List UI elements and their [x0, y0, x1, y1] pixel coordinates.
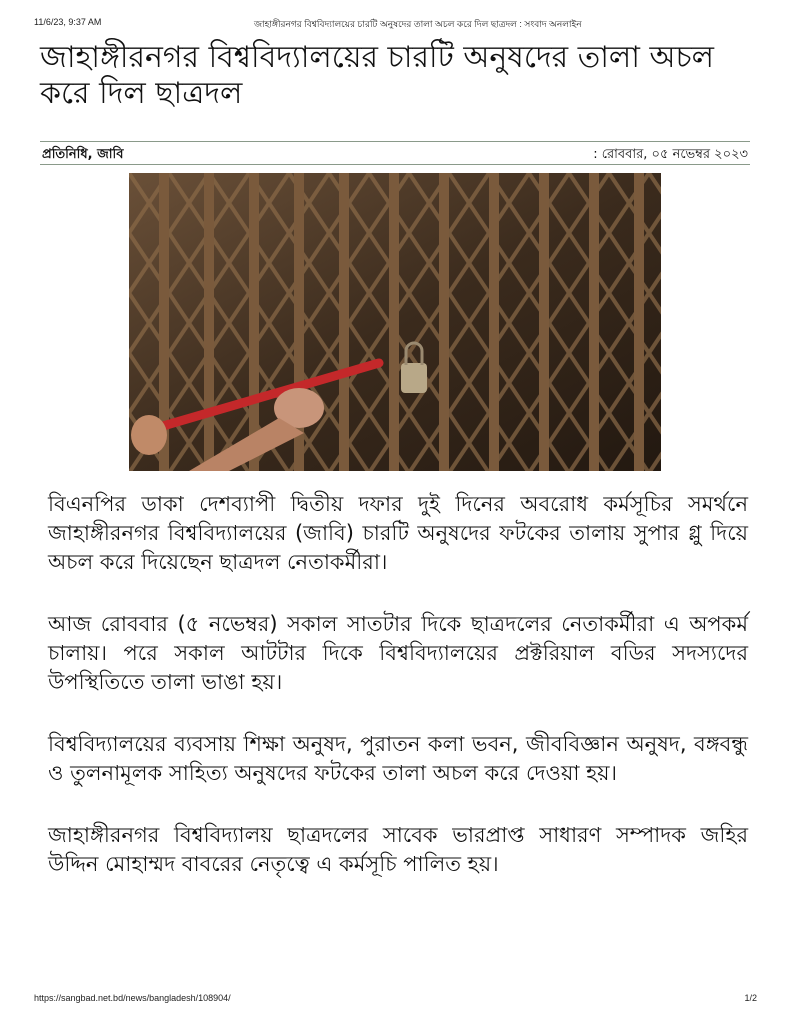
article-paragraph: বিশ্ববিদ্যালয়ের ব্যবসায় শিক্ষা অনুষদ, পুরাতন কলা ভবন, জীববিজ্ঞান অনুষদ, বঙ্গবন্ধু ও তুলনামূলক সাহিত্য অনুষদের ফটকের তালা অচল করে দেওয়া হয়।: [48, 732, 748, 785]
page-url: https://sangbad.net.bd/news/bangladesh/108904/: [34, 993, 231, 1003]
article-paragraph: জাহাঙ্গীরনগর বিশ্ববিদ্যালয় ছাত্রদলের সাবেক ভারপ্রাপ্ত সাধারণ সম্পাদক জহির উদ্দিন মোহাম্মদ বাবরের নেতৃত্বে এ কর্মসূচি পালিত হয়।: [48, 823, 748, 876]
page-number: 1/2: [744, 993, 757, 1003]
article-paragraph: বিএনপির ডাকা দেশব্যাপী দ্বিতীয় দফার দুই দিনের অবরোধ কর্মসূচির সমর্থনে জাহাঙ্গীরনগর বিশ্ববিদ্যালয়ের (জাবি) চারটি অনুষদের ফটকের তালায় সুপার গ্লু দিয়ে অচল করে দিয়েছেন ছাত্রদল নেতাকর্মীরা।: [48, 492, 748, 574]
article-photo: [129, 173, 661, 471]
article-paragraph: আজ রোববার (৫ নভেম্বর) সকাল সাতটার দিকে ছাত্রদলের নেতাকর্মীরা এ অপকর্ম চালায়। পরে সকাল আটটার দিকে বিশ্ববিদ্যালয়ের প্রক্টরিয়াল বডির সদস্যদের উপস্থিতিতে তালা ভাঙা হয়।: [48, 612, 748, 694]
print-page-title: জাহাঙ্গীরনগর বিশ্ববিদ্যালয়ের চারটি অনুষদের তালা অচল করে দিল ছাত্রদল : সংবাদ অনলাইন: [254, 19, 582, 29]
print-header: [34, 17, 757, 31]
gate-lock-photo: [129, 173, 661, 471]
article-headline: জাহাঙ্গীরনগর বিশ্ববিদ্যালয়ের চারটি অনুষদের তালা অচল করে দিল ছাত্রদল: [40, 40, 715, 111]
article-body: [48, 490, 748, 912]
byline: [40, 141, 750, 165]
print-datetime: 11/6/23, 9:37 AM: [34, 17, 102, 27]
publish-date: : রোববার, ০৫ নভেম্বর ২০২৩: [593, 147, 748, 162]
author: প্রতিনিধি, জাবি: [42, 147, 124, 162]
